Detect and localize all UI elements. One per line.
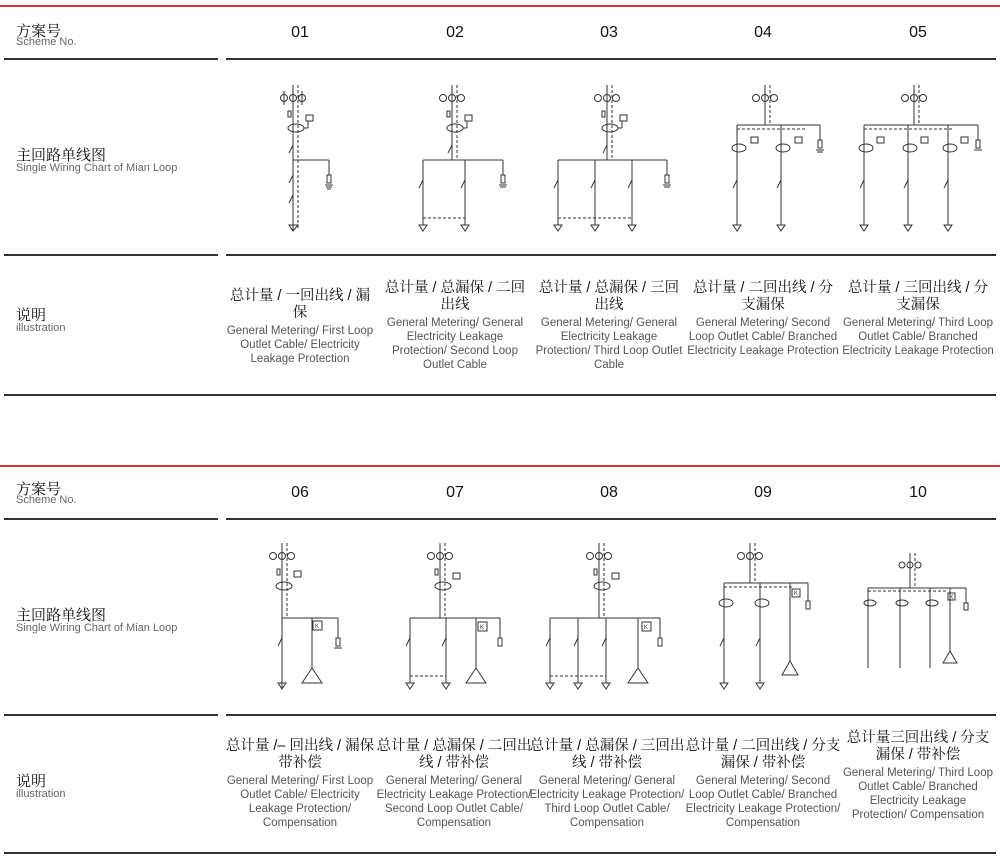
scheme-no: 02 — [446, 24, 464, 41]
scheme-description — [842, 730, 994, 822]
description-en: General Metering/ Second Loop Outlet Cable/ Branched Electricity Leakage Protection — [687, 317, 839, 357]
bottom-divider — [226, 714, 996, 716]
bottom-scheme-label: 方案号 — [16, 481, 62, 498]
scheme-no: 10 — [909, 484, 927, 501]
description-cn: 总计量 / 总漏保 / 三回出线 / 带补偿 — [529, 738, 685, 771]
description-cn: 总计量 / 总漏保 / 三回出线 — [538, 280, 680, 313]
capacitor-box-label: K — [949, 595, 954, 601]
wiring-diagram-01 — [270, 85, 340, 235]
scheme-description — [379, 280, 531, 372]
scheme-description — [224, 288, 376, 366]
top-divider — [4, 394, 996, 396]
wiring-diagram-02 — [405, 85, 515, 235]
scheme-description — [533, 280, 685, 372]
top-divider — [226, 254, 996, 256]
top-scheme-label-en: Scheme No. — [16, 36, 77, 48]
capacitor-box-label: K — [480, 625, 485, 631]
scheme-no: 01 — [291, 24, 309, 41]
top-divider — [4, 254, 218, 256]
scheme-description — [687, 280, 839, 358]
bottom-divider — [4, 518, 218, 520]
capacitor-box-label: K — [644, 625, 649, 631]
description-en: General Metering/ General Electricity Leakage Protection/ Third Loop Outlet Cable — [535, 317, 683, 371]
bottom-red-rule — [0, 465, 1000, 467]
description-en: General Metering/ First Loop Outlet Cable/ Electricity Leakage Protection — [226, 325, 374, 365]
description-cn: 总计量 / 总漏保 / 二回出线 / 带补偿 — [376, 738, 532, 771]
bottom-chart-label-en: Single Wiring Chart of Mian Loop — [16, 622, 178, 634]
scheme-no: 08 — [600, 484, 618, 501]
top-chart-label: 主回路单线图 — [16, 147, 107, 164]
scheme-no: 09 — [754, 484, 772, 501]
description-en: General Metering/ General Electricity Leakage Protection/ Second Loop Outlet Cable/ Compensation — [376, 775, 532, 829]
bottom-divider — [4, 852, 996, 854]
top-chart-label-en: Single Wiring Chart of Mian Loop — [16, 162, 178, 174]
wiring-diagram-06 — [262, 543, 352, 693]
description-en: General Metering/ Third Loop Outlet Cable/ Branched Electricity Leakage Protection — [842, 317, 994, 357]
wiring-diagram-09 — [712, 543, 817, 693]
capacitor-box-label: K — [794, 591, 799, 597]
scheme-description — [528, 738, 686, 830]
scheme-no: 06 — [291, 484, 309, 501]
capacitor-box-label: K — [315, 624, 320, 630]
scheme-description — [224, 738, 376, 830]
description-en: General Metering/ Third Loop Outlet Cable/ Branched Electricity Leakage Protection/ Compensation — [842, 767, 993, 821]
scheme-no: 04 — [754, 24, 772, 41]
top-divider — [4, 58, 218, 60]
bottom-illus-label-en: illustration — [16, 788, 66, 800]
scheme-no: 05 — [909, 24, 927, 41]
wiring-diagram-08 — [542, 543, 667, 693]
scheme-description — [842, 280, 994, 358]
scheme-description — [375, 738, 533, 830]
description-en: General Metering/ General Electricity Leakage Protection/ Third Loop Outlet Cable/ Compensation — [529, 775, 685, 829]
wiring-diagram-03 — [550, 85, 675, 235]
wiring-diagram-10 — [858, 553, 973, 673]
description-cn: 总计量 / 一回出线 / 漏保 — [229, 288, 371, 321]
bottom-divider — [4, 714, 218, 716]
wiring-diagram-04 — [725, 85, 830, 235]
top-scheme-label: 方案号 — [16, 23, 62, 40]
description-en: General Metering/ General Electricity Leakage Protection/ Second Loop Outlet Cable — [386, 317, 524, 371]
scheme-description — [683, 738, 843, 830]
description-cn: 总计量 / 二回出线 / 分支漏保 / 带补偿 — [685, 738, 841, 771]
top-illus-label: 说明 — [16, 307, 47, 324]
wiring-diagram-07 — [398, 543, 508, 693]
description-en: General Metering/ First Loop Outlet Cable/ Electricity Leakage Protection/ Compensation — [226, 775, 374, 829]
top-red-rule — [0, 5, 1000, 7]
description-cn: 总计量三回出线 / 分支漏保 / 带补偿 — [846, 730, 990, 763]
description-en: General Metering/ Second Loop Outlet Cable/ Branched Electricity Leakage Protection/ Compensation — [685, 775, 841, 829]
description-cn: 总计量 / 总漏保 / 二回出线 — [384, 280, 526, 313]
top-illus-label-en: illustration — [16, 322, 66, 334]
description-cn: 总计量 /– 回出线 / 漏保带补偿 — [225, 738, 375, 771]
top-divider — [226, 58, 996, 60]
wiring-diagram-05 — [852, 85, 987, 235]
bottom-divider — [226, 518, 996, 520]
bottom-illus-label: 说明 — [16, 773, 47, 790]
scheme-no: 03 — [600, 24, 618, 41]
description-cn: 总计量 / 三回出线 / 分支漏保 — [847, 280, 989, 313]
description-cn: 总计量 / 二回出线 / 分支漏保 — [692, 280, 834, 313]
bottom-scheme-label-en: Scheme No. — [16, 494, 77, 506]
scheme-no: 07 — [446, 484, 464, 501]
bottom-chart-label: 主回路单线图 — [16, 607, 107, 624]
